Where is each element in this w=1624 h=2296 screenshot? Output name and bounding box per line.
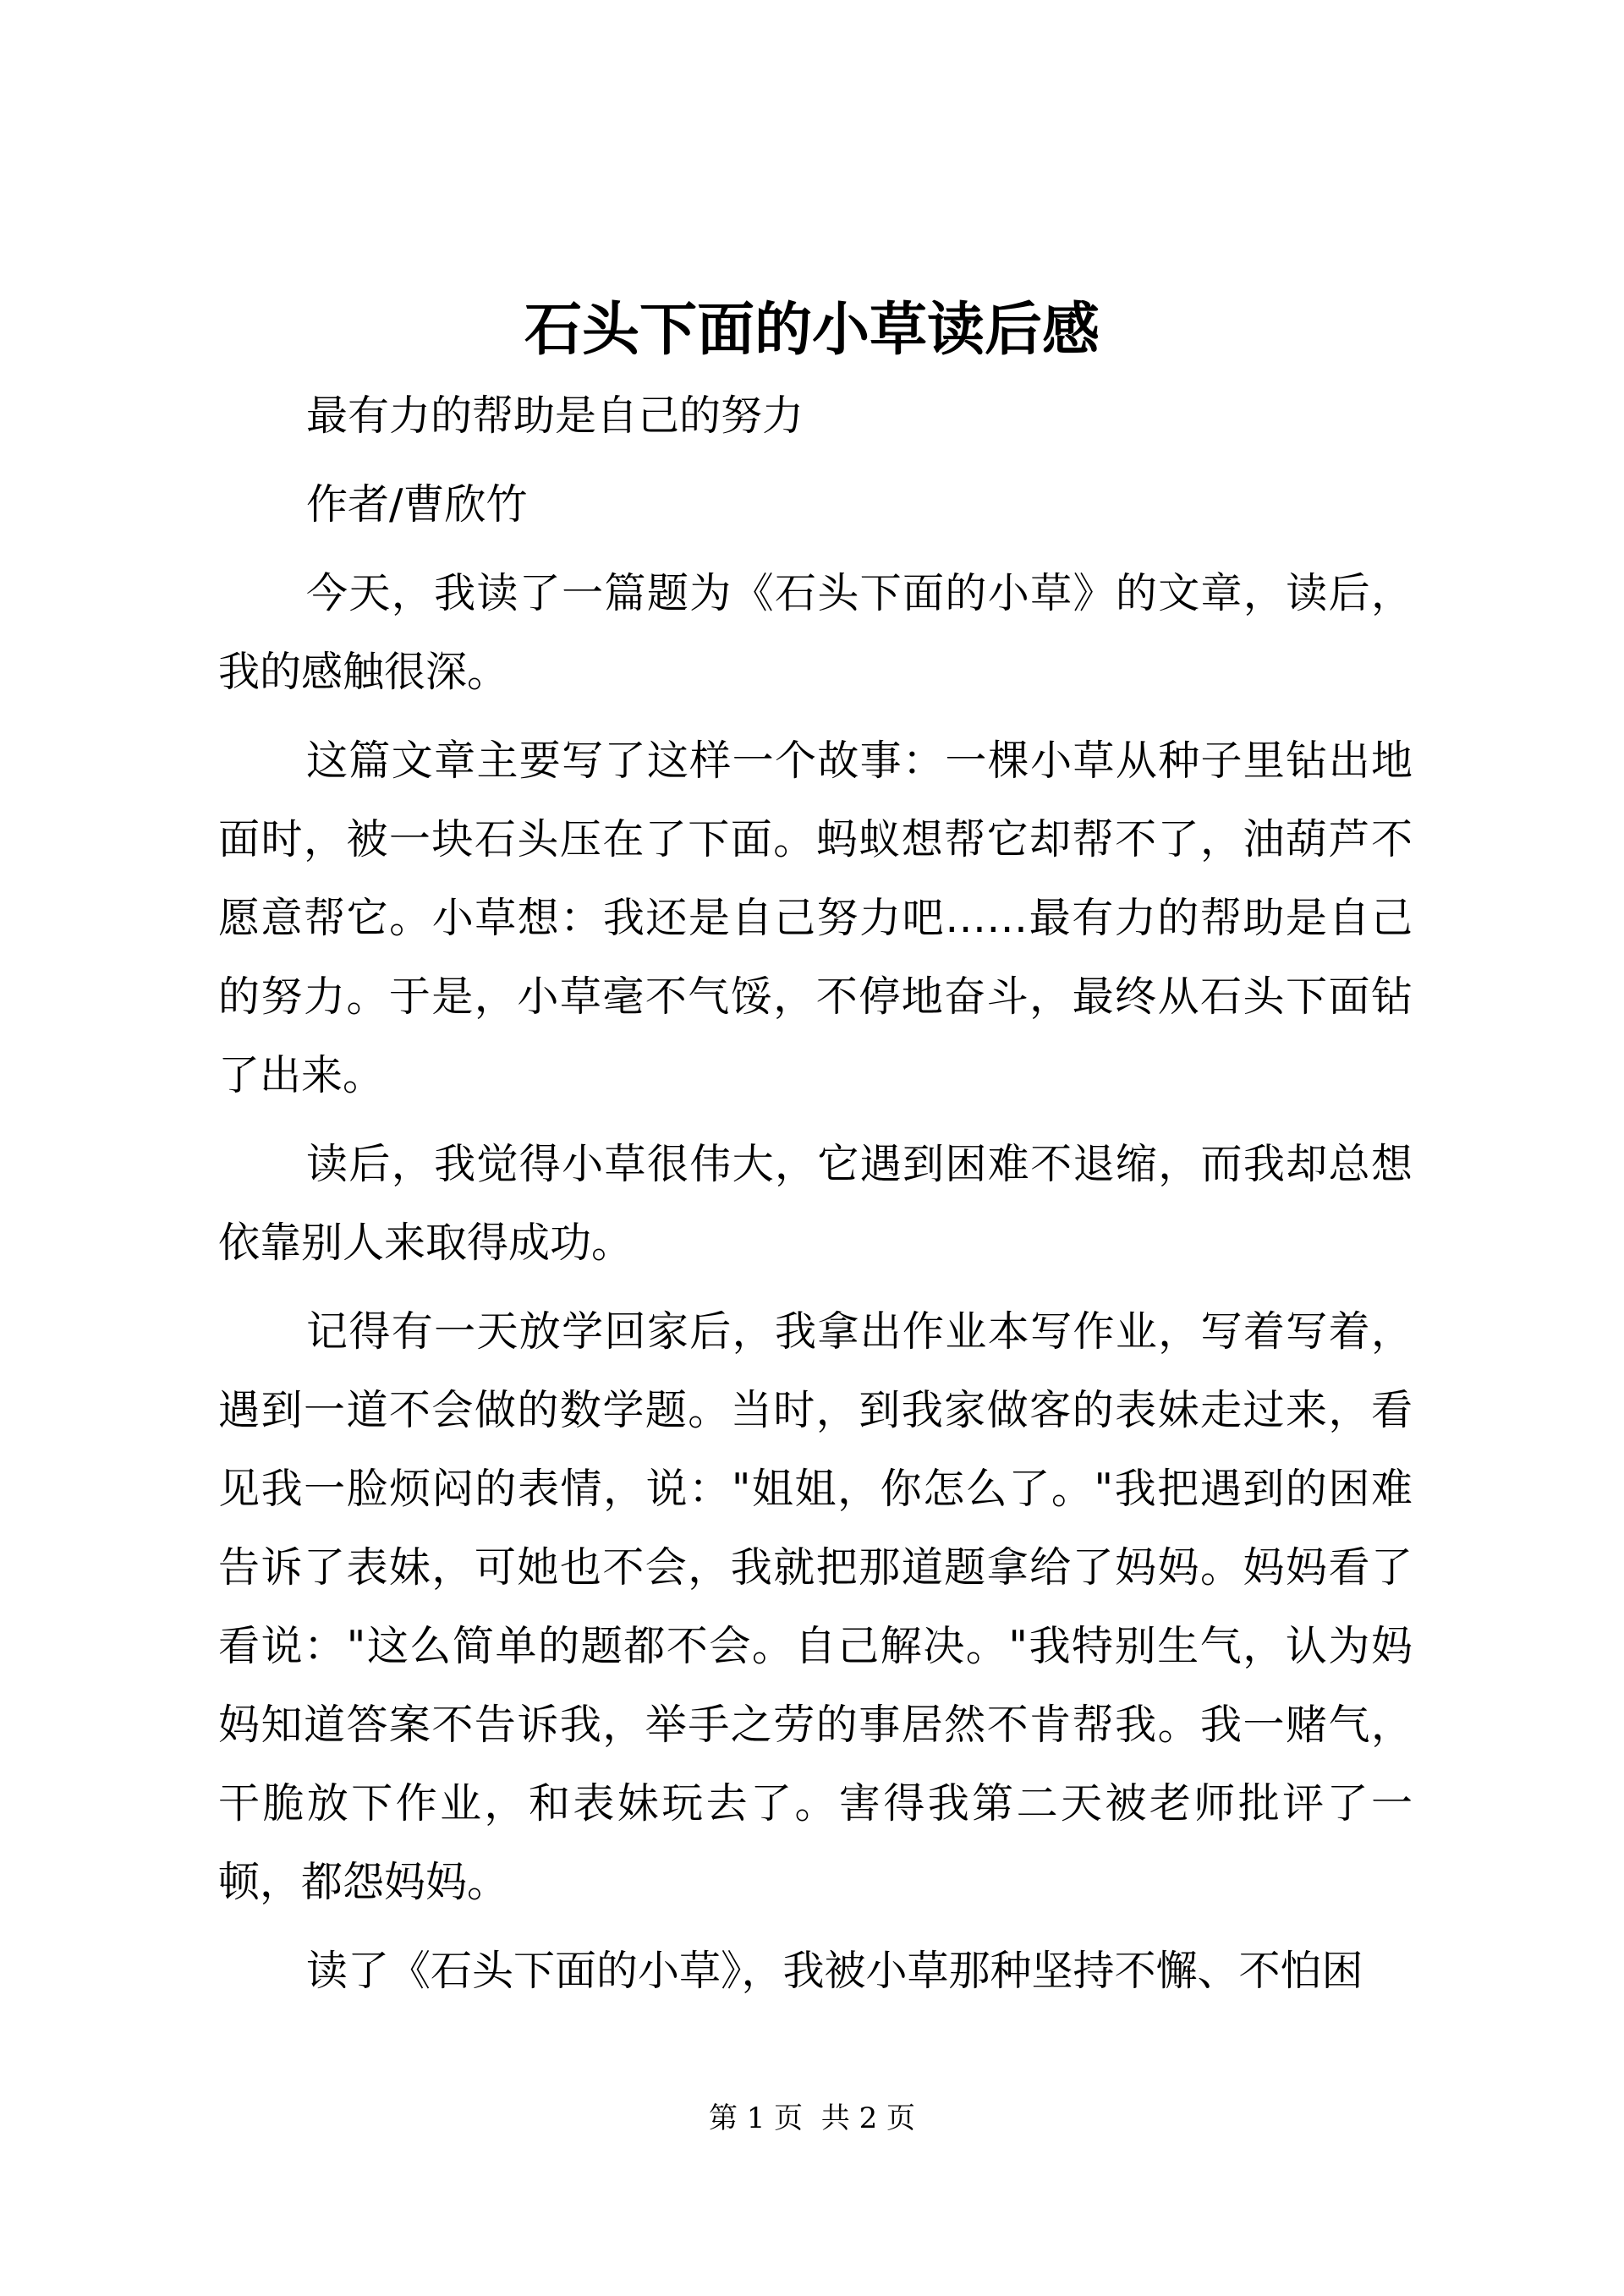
author-paragraph: 作者/曹欣竹: [306, 480, 528, 529]
body-paragraph: 读了《石头下面的小草》，我被小草那种坚持不懈、不怕困: [306, 1947, 1363, 1995]
page-number-label: 第 1 页 共 2 页: [708, 2101, 916, 2135]
body-paragraph: 这篇文章主要写了这样一个故事：一棵小草从种子里钻出地面时，被一块石头压在了下面。蚂蚁想帮它却帮不了，油葫芦不愿意帮它。小草想：我还是自己努力吧……最有力的帮助是自己的努力。于是，小草毫不气馁，不停地奋斗，最终从石头下面钻了出来。: [218, 737, 1413, 1099]
body-paragraph: 读后，我觉得小草很伟大，它遇到困难不退缩，而我却总想依靠别人来取得成功。: [218, 1140, 1413, 1267]
document-body: [218, 376, 1413, 2020]
document-title: 石头下面的小草读后感: [524, 296, 1100, 364]
subtitle-paragraph: 最有力的帮助是自己的努力: [306, 392, 804, 440]
page-footer: [0, 2097, 1624, 2140]
body-paragraph: 记得有一天放学回家后，我拿出作业本写作业，写着写着，遇到一道不会做的数学题。当时，到我家做客的表妹走过来，看见我一脸烦闷的表情，说："姐姐，你怎么了。"我把遇到的困难告诉了表妹，可她也不会，我就把那道题拿给了妈妈。妈妈看了看说："这么简单的题都不会。自己解决。"我特别生气，认为妈妈知道答案不告诉我，举手之劳的事居然不肯帮我。我一赌气，干脆放下作业，和表妹玩去了。害得我第二天被老师批评了一顿，都怨妈妈。: [218, 1307, 1413, 1906]
body-paragraph: 今天，我读了一篇题为《石头下面的小草》的文章，读后，我的感触很深。: [218, 569, 1413, 696]
